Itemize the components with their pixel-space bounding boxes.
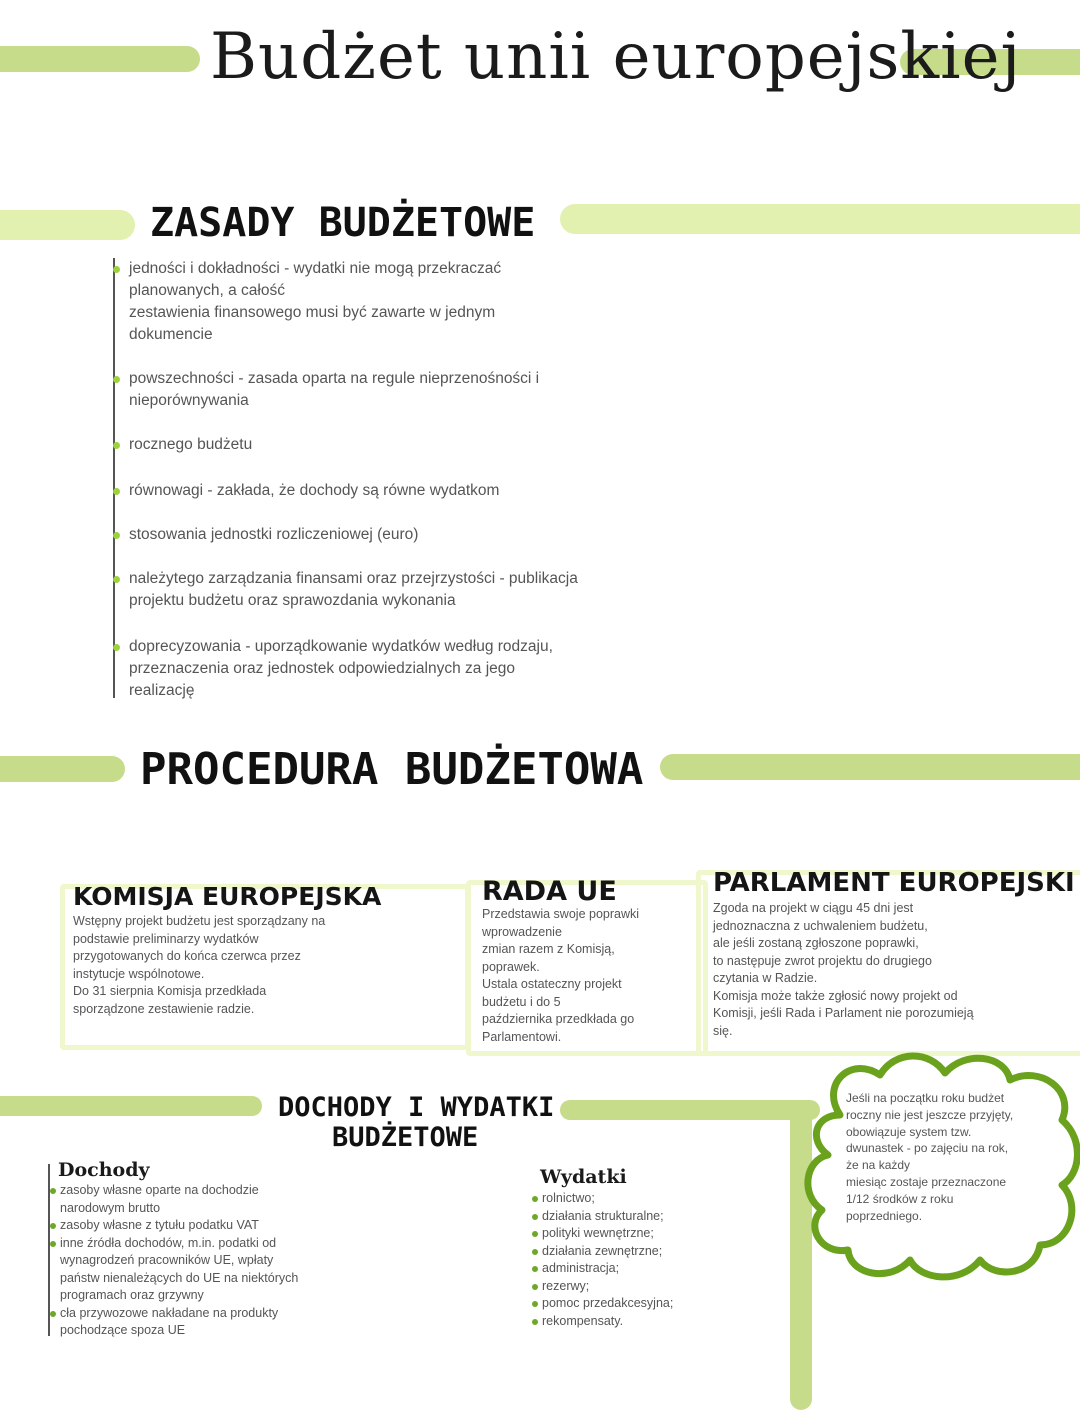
income-title: Dochody [58,1159,150,1181]
principles-heading: ZASADY BUDŻETOWE [150,200,536,246]
bullet-icon [50,1223,56,1229]
bullet-icon [50,1311,56,1317]
bullet-icon [113,532,120,539]
bullet-icon [113,266,120,273]
expense-item: rekompensaty. [532,1313,732,1331]
income-item: zasoby własne z tytułu podatku VAT [50,1217,320,1235]
expense-item: działania zewnętrzne; [532,1243,732,1261]
parliament-title: PARLAMENT EUROPEJSKI [713,868,1075,898]
income-right-bar [560,1100,820,1120]
bullet-icon [113,376,120,383]
bullet-icon [532,1196,538,1202]
expense-item: rolnictwo; [532,1190,732,1208]
expense-item: pomoc przedakcesyjna; [532,1295,732,1313]
principles-right-bar [560,204,1080,234]
income-item: zasoby własne oparte na dochodzie narodowym brutto [50,1182,320,1217]
principle-item: rocznego budżetu [129,434,629,456]
principle-item: powszechności - zasada oparta na regule nieprzenośności i nieporównywania [129,368,629,412]
bullet-icon [532,1301,538,1307]
bullet-icon [532,1284,538,1290]
principles-left-bar [0,210,135,240]
income-list [50,1182,320,1340]
bullet-icon [113,488,120,495]
principle-item: doprecyzowania - uporządkowanie wydatków według rodzaju, przeznaczenia oraz jednostek odpowiedzialnych za jego realizację [129,636,629,702]
principle-item: jedności i dokładności - wydatki nie mogą przekraczać planowanych, a całość zestawienia finansowego musi być zawarte w jednym dokumencie [129,258,629,346]
bullet-icon [532,1214,538,1220]
bullet-icon [532,1266,538,1272]
bullet-icon [113,442,120,449]
principles-list [113,258,649,698]
council-title: RADA UE [482,876,617,907]
income-left-bar [0,1096,262,1116]
expense-item: polityki wewnętrzne; [532,1225,732,1243]
income-item: cła przywozowe nakładane na produkty pochodzące spoza UE [50,1305,320,1340]
expense-list [532,1190,732,1330]
expense-title: Wydatki [540,1166,627,1188]
bullet-icon [113,644,120,651]
page-title: Budżet unii europejskiej [210,20,1022,94]
procedure-heading: PROCEDURA BUDŻETOWA [140,744,644,795]
bullet-icon [113,576,120,583]
bullet-icon [50,1188,56,1194]
expense-item: działania strukturalne; [532,1208,732,1226]
council-text: Przedstawia swoje poprawki wprowadzenie zmian razem z Komisją, poprawek. Ustala ostateczny projekt budżetu i do 5 października przedkłada go Parlamentowi. [482,907,640,1044]
commission-title: KOMISJA EUROPEJSKA [73,882,382,911]
cloud-note-text: Jeśli na początku roku budżet roczny nie jest jeszcze przyjęty, obowiązuje system tzw. dwunastek - po zajęciu na rok, że na każdy miesiąc zostaje przeznaczone 1/12 środków z roku poprzedniego. [846,1091,1014,1223]
income-item: inne źródła dochodów, m.in. podatki od wynagrodzeń pracowników UE, wpłaty państw nienależących do UE na niektórych programach oraz grzywny [50,1235,320,1305]
bullet-icon [532,1231,538,1237]
procedure-left-bar [0,756,125,782]
principle-item: równowagi - zakłada, że dochody są równe wydatkom [129,480,629,502]
parliament-text: Zgoda na projekt w ciągu 45 dni jest jednoznaczna z uchwaleniem budżetu, ale jeśli zostaną zgłoszone poprawki, to następuje zwrot projektu do drugiego czytania w Radzie. Komisja może także zgłosić nowy projekt od Komisji, jeśli Rada i Parlament nie porozumieją się. [713,901,974,1038]
expense-item: rezerwy; [532,1278,732,1296]
bullet-icon [50,1241,56,1247]
title-left-bar [0,46,200,72]
principle-item: stosowania jednostki rozliczeniowej (euro) [129,524,629,546]
bullet-icon [532,1249,538,1255]
income-heading-line1: DOCHODY I WYDATKI [278,1092,555,1123]
principle-item: należytego zarządzania finansami oraz przejrzystości - publikacja projektu budżetu oraz sprawozdania wykonania [129,568,629,612]
bullet-icon [532,1319,538,1325]
income-heading-line2: BUDŻETOWE [332,1122,479,1153]
commission-text: Wstępny projekt budżetu jest sporządzany na podstawie preliminarzy wydatków przygotowanych do końca czerwca przez instytucje wspólnotowe. Do 31 sierpnia Komisja przedkłada sporządzone zestawienie radzie. [73,914,326,1016]
procedure-right-bar [660,754,1080,780]
expense-item: administracja; [532,1260,732,1278]
